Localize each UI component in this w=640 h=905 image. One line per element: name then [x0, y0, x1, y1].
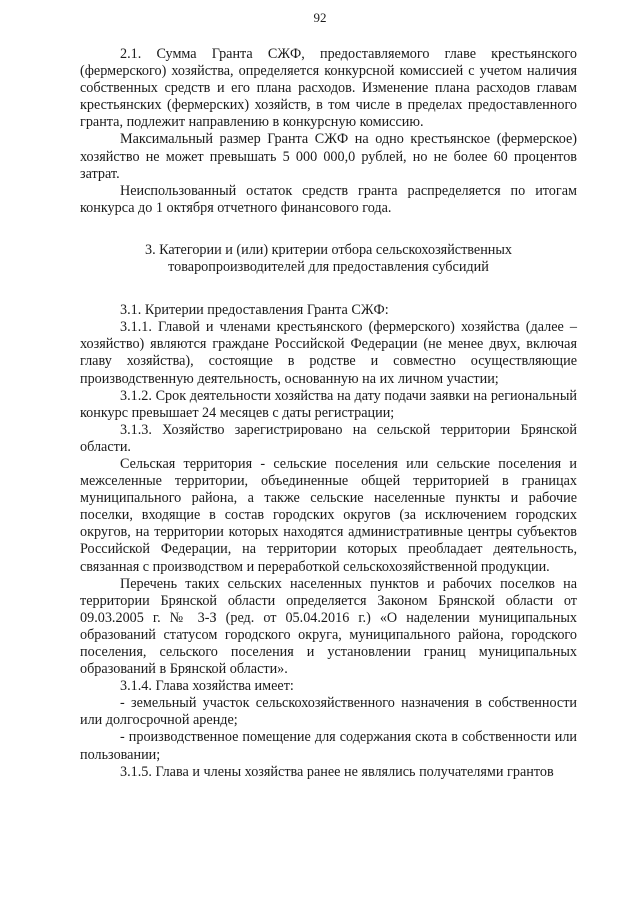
list-item-production-premises: - производственное помещение для содержания скота в собственности или пользовании;	[80, 729, 577, 763]
paragraph-max-grant: Максимальный размер Гранта СЖФ на одно крестьянское (фермерское) хозяйство не может превышать 5 000 000,0 рублей, но не более 60 процентов затрат.	[80, 131, 577, 182]
list-item-land-plot: - земельный участок сельскохозяйственного назначения в собственности или долгосрочной аренде;	[80, 695, 577, 729]
document-body	[80, 46, 577, 781]
paragraph-3-1-2: 3.1.2. Срок деятельности хозяйства на дату подачи заявки на региональный конкурс превышает 24 месяцев с даты регистрации;	[80, 387, 577, 421]
section-3-heading	[80, 242, 577, 276]
paragraph-3-1-3: 3.1.3. Хозяйство зарегистрировано на сельской территории Брянской области.	[80, 421, 577, 455]
paragraph-rural-territory: Сельская территория - сельские поселения или сельские поселения и межселенные территории, объединенные общей территорией в границах муниципального района, а также сельские населенные пункты и рабочие поселки, входящие в состав городских округов (за исключением городских округов, на территории которых находятся административные центры субъектов Российской Федерации, на территории которых преобладает деятельность, связанная с производством и переработкой сельскохозяйственной продукции.	[80, 455, 577, 575]
section-3-heading-line-1: 3. Категории и (или) критерии отбора сельскохозяйственных	[144, 241, 513, 258]
paragraph-3-1: 3.1. Критерии предоставления Гранта СЖФ:	[120, 302, 389, 319]
page-number: 92	[313, 10, 327, 25]
paragraph-settlements-list: Перечень таких сельских населенных пунктов и рабочих поселков на территории Брянской области определяется Законом Брянской области от 09.03.2005 г. № 3-З (ред. от 05.04.2016 г.) «О наделении муниципальных образований статусом городского округа, муниципального района, городского поселения, сельского поселения и установлении границ муниципальных образований в Брянской области».	[80, 575, 577, 678]
paragraph-3-1-4: 3.1.4. Глава хозяйства имеет:	[120, 678, 294, 695]
paragraph-3-1-1: 3.1.1. Главой и членами крестьянского (фермерского) хозяйства (далее – хозяйство) являются граждане Российской Федерации (не менее двух, включая главу хозяйства), состоящие в родстве и совместно осуществляющие производственную деятельность, основанную на их личном участии;	[80, 319, 577, 387]
paragraph-2-1: 2.1. Сумма Гранта СЖФ, предоставляемого главе крестьянского (фермерского) хозяйства, определяется конкурсной комиссией с учетом наличия собственных средств и его плана расходов. Изменение плана расходов главам крестьянских (фермерских) хозяйств, в том числе в пределах предоставленного гранта, подлежит направлению в конкурсную комиссию.	[80, 46, 577, 131]
paragraph-3-1-5: 3.1.5. Глава и члены хозяйства ранее не являлись получателями грантов	[120, 763, 554, 780]
section-3-heading-line-2: товаропроизводителей для предоставления субсидий	[168, 259, 489, 276]
paragraph-unused-balance: Неиспользованный остаток средств гранта распределяется по итогам конкурса до 1 октября отчетного финансового года.	[80, 182, 577, 216]
